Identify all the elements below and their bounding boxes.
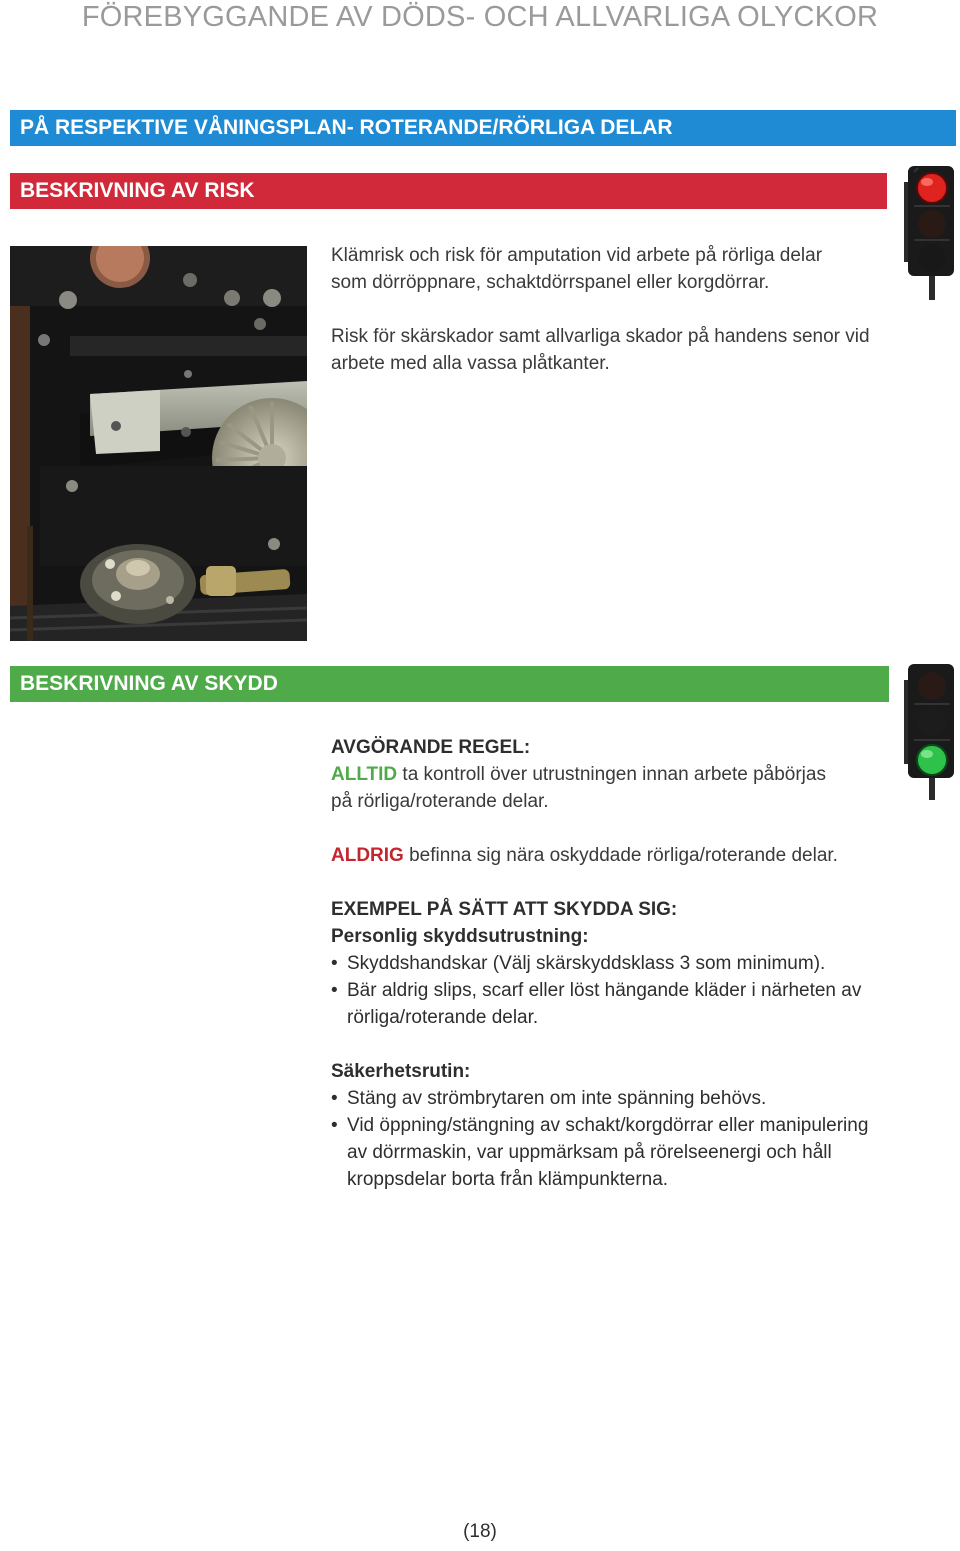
always-rule — [331, 761, 931, 815]
risk-paragraph-1-line-1: Klämrisk och risk för amputation vid arbete på rörliga delar — [331, 245, 823, 266]
ppe-heading: Personlig skyddsutrustning: — [331, 926, 589, 947]
always-rule-line-1: ta kontroll över utrustningen innan arbete påbörjas — [402, 764, 826, 785]
risk-paragraph-1-line-2: som dörröppnare, schaktdörrspanel eller korgdörrar. — [331, 272, 770, 293]
ppe-item-2-line-1: Bär aldrig slips, scarf eller löst hängande kläder i närheten av — [347, 980, 862, 1001]
never-rule-text: befinna sig nära oskyddade rörliga/roterande delar. — [409, 845, 838, 866]
always-word: ALLTID — [331, 764, 398, 785]
routine-item-2 — [331, 1112, 869, 1190]
page-header: FÖREBYGGANDE AV DÖDS- OCH ALLVARLIGA OLYCKOR — [81, 1, 879, 33]
examples-heading: EXEMPEL PÅ SÄTT ATT SKYDDA SIG: — [331, 899, 678, 920]
ppe-item-2-line-2: rörliga/roterande delar. — [347, 1007, 539, 1028]
ppe-item-1-line-1: Skyddshandskar (Välj skärskyddsklass 3 som minimum). — [347, 953, 826, 974]
rule-heading: AVGÖRANDE REGEL: — [331, 737, 531, 758]
always-rule-line-2: på rörliga/roterande delar. — [331, 791, 549, 812]
routine-item-2-line-3: kroppsdelar borta från klämpunkterna. — [347, 1169, 669, 1190]
bullet-icon: • — [331, 1115, 338, 1136]
risk-paragraph-2 — [331, 323, 941, 377]
risk-paragraph-2-line-1: Risk för skärskador samt allvarliga skador på handens senor vid — [331, 326, 870, 347]
section-title-bar: PÅ RESPEKTIVE VÅNINGSPLAN- ROTERANDE/RÖRLIGA DELAR — [10, 110, 956, 146]
routine-item-2-line-1: Vid öppning/stängning av schakt/korgdörrar eller manipulering — [347, 1115, 869, 1136]
bullet-icon: • — [331, 980, 338, 1001]
ppe-item-2 — [331, 977, 862, 1028]
risk-heading-bar: BESKRIVNING AV RISK — [10, 173, 887, 209]
protection-heading-bar: BESKRIVNING AV SKYDD — [10, 666, 889, 702]
risk-paragraph-1 — [331, 242, 931, 296]
routine-item-1 — [331, 1085, 767, 1112]
ppe-item-1 — [331, 950, 826, 977]
routine-heading: Säkerhetsrutin: — [331, 1061, 471, 1082]
routine-item-1-line-1: Stäng av strömbrytaren om inte spänning behövs. — [347, 1088, 767, 1109]
bullet-icon: • — [331, 953, 338, 974]
never-rule — [331, 842, 931, 869]
routine-item-2-line-2: av dörrmaskin, var uppmärksam på rörelseenergi och håll — [347, 1142, 832, 1163]
door-mechanism-photo — [10, 246, 307, 641]
risk-paragraph-2-line-2: arbete med alla vassa plåtkanter. — [331, 353, 610, 374]
never-word: ALDRIG — [331, 845, 404, 866]
bullet-icon: • — [331, 1088, 338, 1109]
page-number: (18) — [463, 1521, 497, 1542]
